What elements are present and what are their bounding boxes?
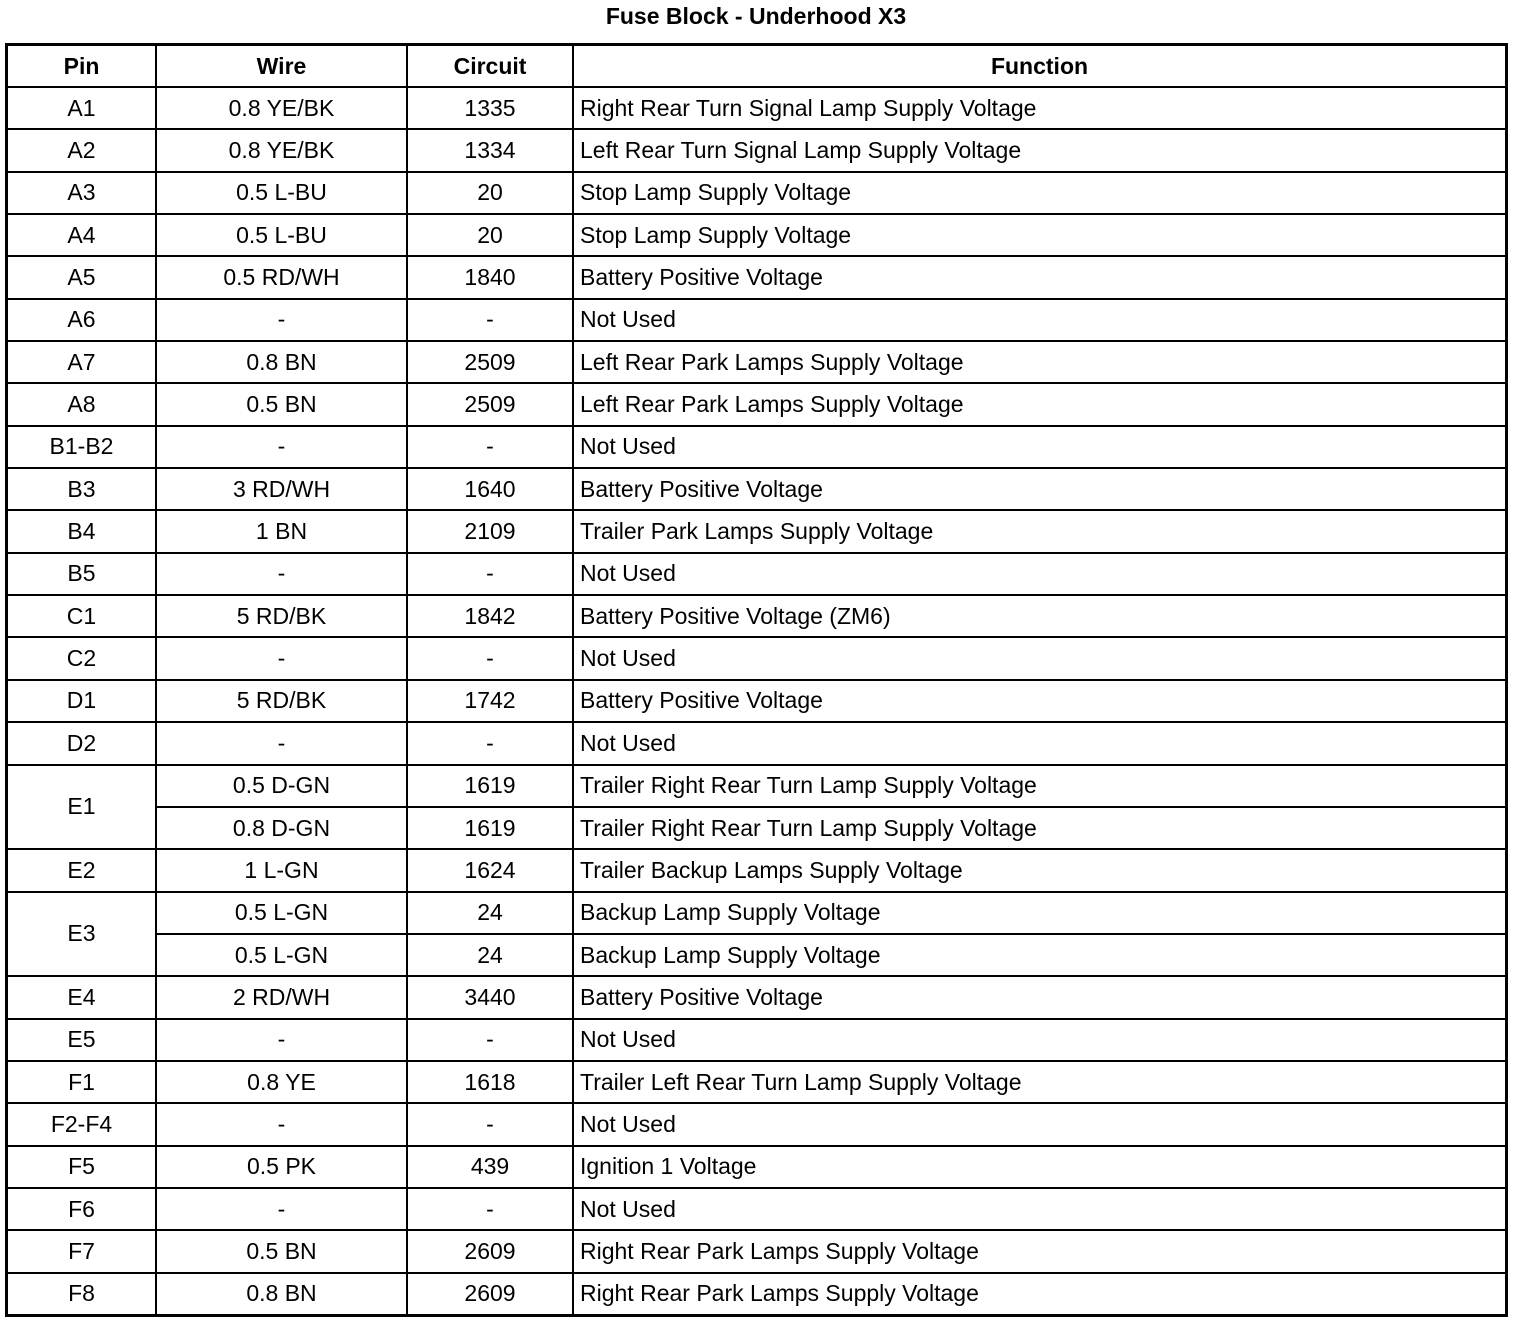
function-cell: Battery Positive Voltage (ZM6) (573, 595, 1505, 637)
circuit-cell: 1619 (407, 807, 573, 849)
pin-cell: A7 (8, 341, 156, 383)
function-cell: Right Rear Park Lamps Supply Voltage (573, 1230, 1505, 1272)
table-row (8, 1188, 1505, 1230)
function-cell: Left Rear Park Lamps Supply Voltage (573, 341, 1505, 383)
circuit-cell: - (407, 722, 573, 764)
pin-cell: A2 (8, 129, 156, 171)
wire-cell: 0.8 YE/BK (156, 129, 407, 171)
function-cell: Not Used (573, 1103, 1505, 1145)
table-row (8, 214, 1505, 256)
table-row (8, 87, 1505, 129)
pin-cell: A6 (8, 299, 156, 341)
function-cell: Right Rear Park Lamps Supply Voltage (573, 1273, 1505, 1314)
circuit-cell: - (407, 553, 573, 595)
pin-cell: D1 (8, 680, 156, 722)
table-row (8, 1146, 1505, 1188)
table-row (8, 637, 1505, 679)
wire-cell: 0.8 BN (156, 1273, 407, 1314)
function-cell: Not Used (573, 1188, 1505, 1230)
circuit-cell: 439 (407, 1146, 573, 1188)
circuit-cell: 20 (407, 172, 573, 214)
table-row (8, 129, 1505, 171)
wire-cell: 0.5 BN (156, 1230, 407, 1272)
function-cell: Backup Lamp Supply Voltage (573, 934, 1505, 976)
pin-cell: E5 (8, 1019, 156, 1061)
circuit-cell: 1742 (407, 680, 573, 722)
pin-cell: A5 (8, 256, 156, 298)
pin-cell: F6 (8, 1188, 156, 1230)
table-row (8, 722, 1505, 764)
circuit-cell: 1624 (407, 849, 573, 891)
pin-cell: E3 (8, 892, 156, 977)
circuit-cell: - (407, 426, 573, 468)
circuit-cell: 20 (407, 214, 573, 256)
wire-cell: - (156, 426, 407, 468)
function-cell: Trailer Left Rear Turn Lamp Supply Voltage (573, 1061, 1505, 1103)
function-cell: Not Used (573, 553, 1505, 595)
function-cell: Right Rear Turn Signal Lamp Supply Voltage (573, 87, 1505, 129)
circuit-cell: 1842 (407, 595, 573, 637)
circuit-cell: - (407, 1019, 573, 1061)
pin-cell: B5 (8, 553, 156, 595)
circuit-cell: 2609 (407, 1273, 573, 1314)
circuit-cell: 24 (407, 934, 573, 976)
table-row (8, 680, 1505, 722)
wire-cell: 0.5 L-GN (156, 934, 407, 976)
pin-cell: A1 (8, 87, 156, 129)
table-row (8, 468, 1505, 510)
page-title: Fuse Block - Underhood X3 (605, 3, 907, 29)
function-cell: Stop Lamp Supply Voltage (573, 172, 1505, 214)
table-row (8, 172, 1505, 214)
circuit-cell: 24 (407, 892, 573, 934)
function-cell: Battery Positive Voltage (573, 468, 1505, 510)
function-cell: Not Used (573, 722, 1505, 764)
table-row (8, 299, 1505, 341)
wire-cell: - (156, 1103, 407, 1145)
wire-cell: 0.5 L-GN (156, 892, 407, 934)
table-row (8, 1019, 1505, 1061)
table-row (8, 892, 1505, 934)
function-cell: Trailer Backup Lamps Supply Voltage (573, 849, 1505, 891)
wire-cell: 0.5 L-BU (156, 172, 407, 214)
circuit-cell: 1334 (407, 129, 573, 171)
pin-cell: A8 (8, 383, 156, 425)
wire-cell: 0.8 BN (156, 341, 407, 383)
column-header-function: Function (573, 46, 1505, 87)
function-cell: Not Used (573, 426, 1505, 468)
table-row (8, 1273, 1505, 1314)
wire-cell: 0.5 BN (156, 383, 407, 425)
wire-cell: 3 RD/WH (156, 468, 407, 510)
circuit-cell: 1618 (407, 1061, 573, 1103)
table-row (8, 765, 1505, 807)
function-cell: Trailer Right Rear Turn Lamp Supply Voltage (573, 807, 1505, 849)
function-cell: Trailer Park Lamps Supply Voltage (573, 510, 1505, 552)
function-cell: Stop Lamp Supply Voltage (573, 214, 1505, 256)
pin-cell: E2 (8, 849, 156, 891)
circuit-cell: 2509 (407, 341, 573, 383)
wire-cell: 0.5 D-GN (156, 765, 407, 807)
circuit-cell: - (407, 637, 573, 679)
table-row (8, 553, 1505, 595)
circuit-cell: 1335 (407, 87, 573, 129)
circuit-cell: 2109 (407, 510, 573, 552)
pin-cell: F8 (8, 1273, 156, 1314)
wire-cell: 0.8 YE (156, 1061, 407, 1103)
circuit-cell: 1840 (407, 256, 573, 298)
circuit-cell: - (407, 1103, 573, 1145)
wire-cell: 5 RD/BK (156, 595, 407, 637)
table-row (8, 1230, 1505, 1272)
pinout-table (8, 46, 1505, 1314)
wire-cell: - (156, 722, 407, 764)
function-cell: Battery Positive Voltage (573, 976, 1505, 1018)
pin-cell: A4 (8, 214, 156, 256)
table-header-row (8, 46, 1505, 87)
pin-cell: F1 (8, 1061, 156, 1103)
table-row (8, 595, 1505, 637)
pin-cell: B4 (8, 510, 156, 552)
pin-cell: F7 (8, 1230, 156, 1272)
wire-cell: 0.8 D-GN (156, 807, 407, 849)
pin-cell: F5 (8, 1146, 156, 1188)
function-cell: Battery Positive Voltage (573, 680, 1505, 722)
pin-cell: C1 (8, 595, 156, 637)
circuit-cell: 1619 (407, 765, 573, 807)
wire-cell: - (156, 299, 407, 341)
circuit-cell: 2509 (407, 383, 573, 425)
wire-cell: 1 L-GN (156, 849, 407, 891)
function-cell: Left Rear Park Lamps Supply Voltage (573, 383, 1505, 425)
function-cell: Not Used (573, 1019, 1505, 1061)
column-header-circuit: Circuit (407, 46, 573, 87)
wire-cell: - (156, 1019, 407, 1061)
wire-cell: 0.5 RD/WH (156, 256, 407, 298)
pinout-table-frame (5, 43, 1508, 1317)
table-row (8, 256, 1505, 298)
table-row (8, 976, 1505, 1018)
table-row (8, 1103, 1505, 1145)
pin-cell: C2 (8, 637, 156, 679)
circuit-cell: - (407, 299, 573, 341)
pin-cell: B3 (8, 468, 156, 510)
pin-cell: B1-B2 (8, 426, 156, 468)
wire-cell: 0.5 PK (156, 1146, 407, 1188)
function-cell: Ignition 1 Voltage (573, 1146, 1505, 1188)
pin-cell: E4 (8, 976, 156, 1018)
circuit-cell: 2609 (407, 1230, 573, 1272)
wire-cell: - (156, 1188, 407, 1230)
pin-cell: D2 (8, 722, 156, 764)
table-row (8, 807, 1505, 849)
function-cell: Left Rear Turn Signal Lamp Supply Voltage (573, 129, 1505, 171)
wire-cell: 1 BN (156, 510, 407, 552)
function-cell: Not Used (573, 299, 1505, 341)
wire-cell: - (156, 637, 407, 679)
circuit-cell: - (407, 1188, 573, 1230)
table-row (8, 426, 1505, 468)
table-row (8, 510, 1505, 552)
function-cell: Battery Positive Voltage (573, 256, 1505, 298)
wire-cell: 2 RD/WH (156, 976, 407, 1018)
pin-cell: F2-F4 (8, 1103, 156, 1145)
wire-cell: 0.8 YE/BK (156, 87, 407, 129)
wire-cell: 5 RD/BK (156, 680, 407, 722)
function-cell: Not Used (573, 637, 1505, 679)
column-header-pin: Pin (8, 46, 156, 87)
table-row (8, 849, 1505, 891)
table-row (8, 341, 1505, 383)
table-row (8, 934, 1505, 976)
wire-cell: - (156, 553, 407, 595)
wire-cell: 0.5 L-BU (156, 214, 407, 256)
function-cell: Backup Lamp Supply Voltage (573, 892, 1505, 934)
pin-cell: A3 (8, 172, 156, 214)
function-cell: Trailer Right Rear Turn Lamp Supply Voltage (573, 765, 1505, 807)
pin-cell: E1 (8, 765, 156, 850)
column-header-wire: Wire (156, 46, 407, 87)
circuit-cell: 3440 (407, 976, 573, 1018)
table-row (8, 1061, 1505, 1103)
table-row (8, 383, 1505, 425)
circuit-cell: 1640 (407, 468, 573, 510)
